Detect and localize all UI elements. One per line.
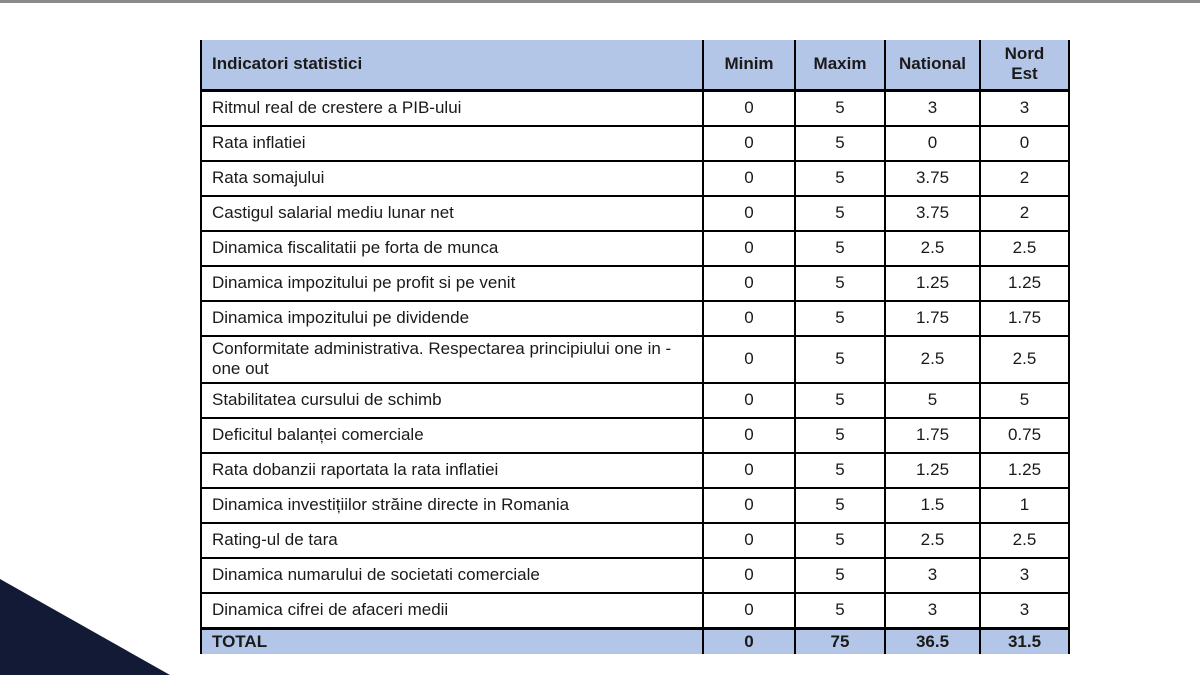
indicator-label-cell: Stabilitatea cursului de schimb	[201, 383, 703, 418]
header-minim: Minim	[703, 40, 795, 90]
value-cell-nord_est: 2	[980, 161, 1069, 196]
value-cell-minim: 0	[703, 301, 795, 336]
table-row	[201, 90, 1069, 126]
table-row	[201, 301, 1069, 336]
header-nord-est: Nord Est	[980, 40, 1069, 90]
top-divider-line	[0, 0, 1200, 3]
indicator-label-cell: Dinamica impozitului pe profit si pe venit	[201, 266, 703, 301]
value-cell-maxim: 5	[795, 523, 885, 558]
total-section	[201, 628, 1069, 654]
table-header	[201, 40, 1069, 90]
value-cell-minim: 0	[703, 523, 795, 558]
value-cell-maxim: 5	[795, 453, 885, 488]
value-cell-national: 1.75	[885, 301, 980, 336]
value-cell-maxim: 5	[795, 593, 885, 629]
header-maxim: Maxim	[795, 40, 885, 90]
value-cell-minim: 0	[703, 90, 795, 126]
value-cell-national: 3.75	[885, 196, 980, 231]
table-row	[201, 383, 1069, 418]
value-cell-maxim: 5	[795, 418, 885, 453]
value-cell-national: 3	[885, 90, 980, 126]
value-cell-national: 0	[885, 126, 980, 161]
table-row	[201, 336, 1069, 383]
corner-triangle-decoration	[0, 579, 170, 675]
value-cell-nord_est: 3	[980, 593, 1069, 629]
value-cell-national: 1.25	[885, 453, 980, 488]
value-cell-maxim: 5	[795, 266, 885, 301]
value-cell-nord_est: 0.75	[980, 418, 1069, 453]
indicator-label-cell: Dinamica investițiilor străine directe in Romania	[201, 488, 703, 523]
value-cell-minim: 0	[703, 383, 795, 418]
indicator-label-cell: Rata dobanzii raportata la rata inflatiei	[201, 453, 703, 488]
table-row	[201, 418, 1069, 453]
table-row	[201, 161, 1069, 196]
value-cell-minim: 0	[703, 488, 795, 523]
value-cell-maxim: 5	[795, 488, 885, 523]
table-row	[201, 558, 1069, 593]
table-row	[201, 453, 1069, 488]
value-cell-minim: 0	[703, 453, 795, 488]
total-minim-cell: 0	[703, 628, 795, 654]
value-cell-maxim: 5	[795, 90, 885, 126]
value-cell-maxim: 5	[795, 301, 885, 336]
value-cell-maxim: 5	[795, 196, 885, 231]
indicator-label-cell: Rating-ul de tara	[201, 523, 703, 558]
value-cell-nord_est: 1.25	[980, 266, 1069, 301]
value-cell-maxim: 5	[795, 383, 885, 418]
indicator-label-cell: Rata inflatiei	[201, 126, 703, 161]
indicator-label-cell: Dinamica cifrei de afaceri medii	[201, 593, 703, 629]
value-cell-nord_est: 3	[980, 90, 1069, 126]
value-cell-minim: 0	[703, 336, 795, 383]
value-cell-minim: 0	[703, 231, 795, 266]
value-cell-national: 3	[885, 558, 980, 593]
table-row	[201, 126, 1069, 161]
value-cell-nord_est: 1.75	[980, 301, 1069, 336]
value-cell-minim: 0	[703, 558, 795, 593]
indicator-label-cell: Dinamica fiscalitatii pe forta de munca	[201, 231, 703, 266]
total-maxim-cell: 75	[795, 628, 885, 654]
value-cell-minim: 0	[703, 161, 795, 196]
value-cell-national: 1.75	[885, 418, 980, 453]
value-cell-minim: 0	[703, 126, 795, 161]
value-cell-national: 3	[885, 593, 980, 629]
value-cell-nord_est: 2.5	[980, 231, 1069, 266]
value-cell-national: 1.5	[885, 488, 980, 523]
indicator-label-cell: Conformitate administrativa. Respectarea principiului one in - one out	[201, 336, 703, 383]
value-cell-nord_est: 2.5	[980, 523, 1069, 558]
value-cell-national: 5	[885, 383, 980, 418]
total-label-cell: TOTAL	[201, 628, 703, 654]
indicator-rows	[201, 90, 1069, 628]
indicator-label-cell: Deficitul balanței comerciale	[201, 418, 703, 453]
value-cell-minim: 0	[703, 418, 795, 453]
value-cell-national: 2.5	[885, 523, 980, 558]
indicators-table	[200, 40, 1070, 654]
total-nord-est-cell: 31.5	[980, 628, 1069, 654]
value-cell-national: 2.5	[885, 336, 980, 383]
header-row	[201, 40, 1069, 90]
table-row	[201, 196, 1069, 231]
value-cell-maxim: 5	[795, 336, 885, 383]
value-cell-nord_est: 1.25	[980, 453, 1069, 488]
table-row	[201, 523, 1069, 558]
total-row	[201, 628, 1069, 654]
value-cell-national: 3.75	[885, 161, 980, 196]
value-cell-nord_est: 2.5	[980, 336, 1069, 383]
indicator-label-cell: Castigul salarial mediu lunar net	[201, 196, 703, 231]
value-cell-maxim: 5	[795, 161, 885, 196]
value-cell-nord_est: 2	[980, 196, 1069, 231]
value-cell-minim: 0	[703, 593, 795, 629]
value-cell-maxim: 5	[795, 126, 885, 161]
value-cell-maxim: 5	[795, 231, 885, 266]
value-cell-minim: 0	[703, 266, 795, 301]
value-cell-nord_est: 0	[980, 126, 1069, 161]
value-cell-nord_est: 1	[980, 488, 1069, 523]
value-cell-minim: 0	[703, 196, 795, 231]
indicator-label-cell: Rata somajului	[201, 161, 703, 196]
table-row	[201, 231, 1069, 266]
value-cell-national: 1.25	[885, 266, 980, 301]
value-cell-nord_est: 3	[980, 558, 1069, 593]
indicator-label-cell: Dinamica impozitului pe dividende	[201, 301, 703, 336]
total-national-cell: 36.5	[885, 628, 980, 654]
value-cell-maxim: 5	[795, 558, 885, 593]
header-indicator: Indicatori statistici	[201, 40, 703, 90]
indicator-label-cell: Dinamica numarului de societati comerciale	[201, 558, 703, 593]
value-cell-national: 2.5	[885, 231, 980, 266]
value-cell-nord_est: 5	[980, 383, 1069, 418]
table-row	[201, 266, 1069, 301]
table-row	[201, 593, 1069, 629]
indicator-label-cell: Ritmul real de crestere a PIB-ului	[201, 90, 703, 126]
header-national: National	[885, 40, 980, 90]
table-row	[201, 488, 1069, 523]
